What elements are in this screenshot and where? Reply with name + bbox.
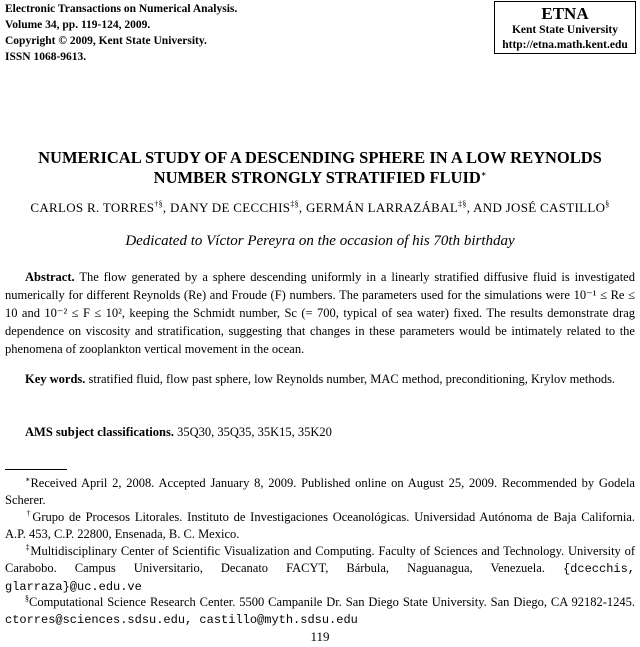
- title-line-2: NUMBER STRONGLY STRATIFIED FLUID: [153, 168, 481, 187]
- footnote-affiliation-3: [5, 594, 635, 629]
- abstract: [5, 268, 635, 358]
- author-castillo-marks: §: [605, 199, 610, 209]
- journal-name: Electronic Transactions on Numerical Analysis.: [5, 3, 238, 15]
- footnote-affiliation-2: [5, 543, 635, 596]
- footnote-affiliation-2-text: Multidisciplinary Center of Scientific Visualization and Computing. Faculty of Sciences and Technology. University of Carabobo. Campus Universitario, Decanato FACYT, Bárbula, Naguanagua, Venezuela.: [5, 544, 635, 575]
- footnote-affiliation-3-text: Computational Science Research Center. 5500 Campanile Dr. San Diego State University. San Diego, CA 92182-1245.: [29, 595, 635, 609]
- footnote-mark-section: §: [25, 593, 29, 603]
- keywords-label: Key words.: [25, 372, 86, 386]
- journal-header: [5, 1, 237, 65]
- footnote-affiliation-3-email[interactable]: ctorres@sciences.sdsu.edu, castillo@myth.sdsu.edu: [5, 613, 358, 627]
- title-line-1: NUMERICAL STUDY OF A DESCENDING SPHERE IN A LOW REYNOLDS: [38, 148, 602, 167]
- footnote-mark-double-dagger: ‡: [25, 542, 31, 552]
- etna-title: ETNA: [541, 4, 589, 23]
- etna-university: Kent State University: [511, 24, 619, 36]
- author-de-cecchis-marks: ‡§: [290, 199, 299, 209]
- footnote-mark-star: ∗: [25, 474, 31, 484]
- footnote-affiliation-2-email[interactable]: {dcecchis, glarraza}@uc.edu.ve: [5, 562, 635, 594]
- etna-box: [494, 1, 636, 54]
- etna-url[interactable]: http://etna.math.kent.edu: [502, 39, 628, 51]
- ams-label: AMS subject classifications.: [25, 425, 174, 439]
- footnote-received-text: Received April 2, 2008. Accepted January 8, 2009. Published online on August 25, 2009. Recommended by Godela Scherer.: [5, 476, 635, 507]
- ams-text: 35Q30, 35Q35, 35K15, 35K20: [177, 425, 332, 439]
- paper-title: [0, 148, 640, 188]
- abstract-text: The flow generated by a sphere descending uniformly in a linearly stratified diffusive fluid is investigated numerically for different Reynolds (Re) and Froude (F) numbers. The parameters used for the simulations were 10⁻¹ ≤ Re ≤ 10 and 10⁻² ≤ F ≤ 10², keeping the Schmidt number, Sc (= 700, typical of sea water) fixed. The results demonstrate drag dependence on viscosity and stratification, suggesting that changes in these parameters would be intimately related to the phenomena of zooplankton vertical movement in the ocean.: [5, 270, 635, 356]
- dedication: Dedicated to Víctor Pereyra on the occasion of his 70th birthday: [125, 233, 515, 249]
- journal-copyright: Copyright © 2009, Kent State University.: [5, 35, 207, 47]
- footnote-rule: [5, 469, 67, 470]
- keywords: [5, 370, 635, 388]
- author-larrazabal: , GERMÁN LARRAZÁBAL: [298, 200, 459, 215]
- footnote-received: [5, 475, 635, 509]
- footnote-mark-dagger: †: [25, 508, 33, 518]
- page-number: 119: [310, 629, 330, 644]
- keywords-text: stratified fluid, flow past sphere, low Reynolds number, MAC method, preconditioning, Krylov methods.: [88, 372, 616, 386]
- title-footnote-mark: ∗: [480, 169, 487, 179]
- ams-classifications: [25, 423, 332, 441]
- journal-issn: ISSN 1068-9613.: [5, 51, 87, 63]
- author-list: [0, 200, 640, 216]
- author-de-cecchis: , DANY DE CECCHIS: [162, 200, 291, 215]
- footnote-affiliation-1-text: Grupo de Procesos Litorales. Instituto de Investigaciones Oceanológicas. Universidad Autónoma de Baja California. A.P. 453, C.P. 22800, Ensenada, B. C. Mexico.: [5, 510, 635, 541]
- author-larrazabal-marks: ‡§: [458, 199, 467, 209]
- author-torres-marks: †§: [154, 199, 163, 209]
- journal-volume: Volume 34, pp. 119-124, 2009.: [5, 19, 151, 31]
- author-torres: CARLOS R. TORRES: [30, 200, 155, 215]
- abstract-label: Abstract.: [25, 270, 75, 284]
- footnote-affiliation-1: [5, 509, 635, 543]
- author-castillo: , AND JOSÉ CASTILLO: [466, 200, 606, 215]
